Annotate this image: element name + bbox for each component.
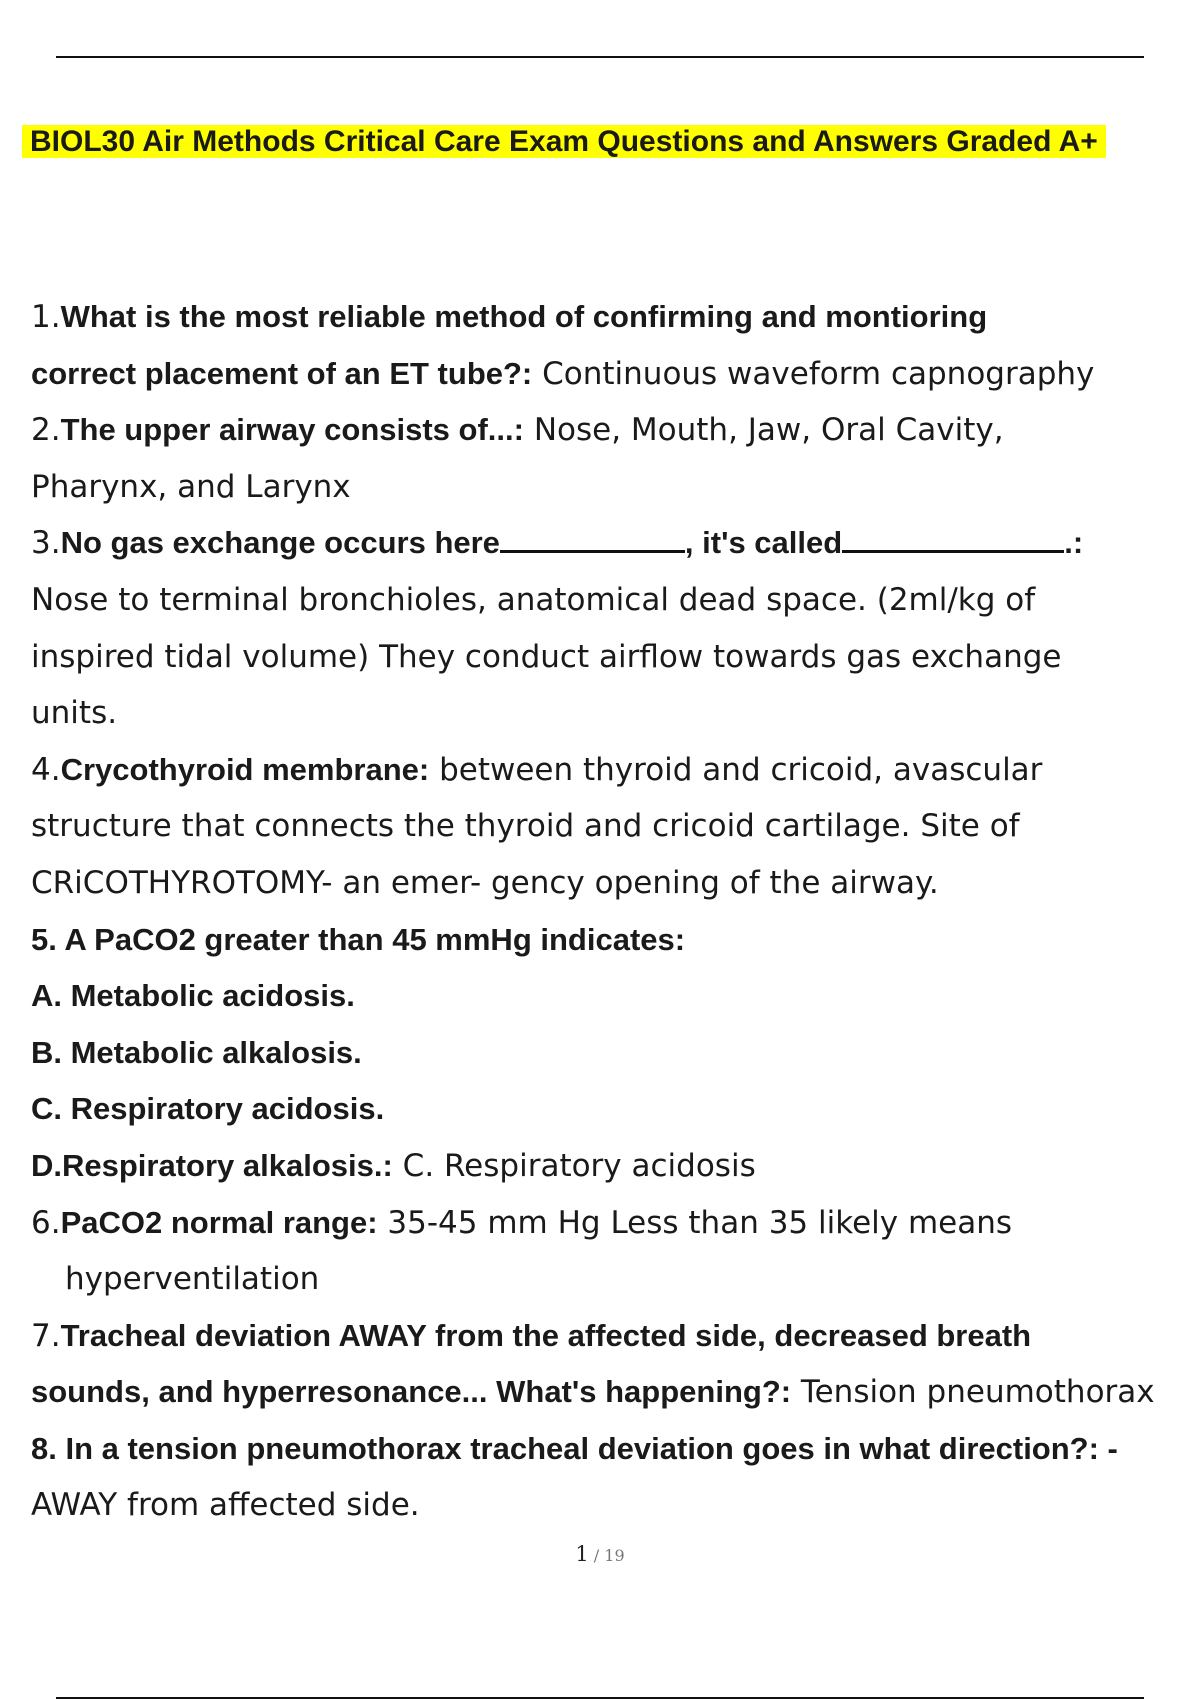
fill-in-blank — [842, 524, 1064, 553]
answer-2: Nose, Mouth, Jaw, Oral Cavity, — [523, 412, 1004, 449]
answer-3: Nose to terminal bronchioles, anatomical dead space. (2ml/kg of — [31, 581, 1036, 618]
top-rule — [56, 56, 1144, 58]
question-7: 7.Tracheal deviation AWAY from the affected side, decreased breath — [31, 1317, 1032, 1354]
question-3: 3.No gas exchange occurs here , it's called .: — [31, 525, 1084, 562]
question-8: 8. In a tension pneumothorax tracheal deviation goes in what direction?: - — [31, 1430, 1118, 1466]
question-1: 1.What is the most reliable method of confirming and montioring — [31, 299, 988, 335]
option-d: D.Respiratory alkalosis.: C. Respiratory acidosis — [31, 1147, 756, 1184]
question-4: 4.Crycothyroid membrane: between thyroid and cricoid, avascular — [31, 751, 1043, 788]
question-2: 2.The upper airway consists of...: Nose, Mouth, Jaw, Oral Cavity, — [31, 412, 1004, 449]
page-number: 1 / 19 — [575, 1542, 625, 1566]
answer-4: between thyroid and cricoid, avascular — [429, 751, 1043, 788]
answer-6: 35-45 mm Hg Less than 35 likely means — [377, 1204, 1013, 1241]
question-5: 5. A PaCO2 greater than 45 mmHg indicates: — [31, 921, 686, 957]
document-title: BIOL30 Air Methods Critical Care Exam Questions and Answers Graded A+ — [22, 122, 1106, 162]
option-c: C. Respiratory acidosis. — [31, 1091, 385, 1127]
answer-5: C. Respiratory acidosis — [392, 1147, 756, 1184]
answer-8: AWAY from affected side. — [31, 1487, 420, 1524]
option-b: B. Metabolic alkalosis. — [31, 1034, 362, 1070]
fill-in-blank — [500, 524, 685, 553]
document-body: 1.What is the most reliable method of confirming and montioring correct placement of an ET tube?: Continuous waveform capnography 2.The upper airway consists of...: Nose, Mouth, Jaw, Oral Cavity, Pharynx, and Larynx 3.No gas exchange occurs here , it's called .: Nose to terminal bronchioles, anatomical dead space. (2ml/kg of inspired tidal volume) They conduct airflow towards gas exchange units. 4.Crycothyroid membrane: between thyroid and cricoid, avascular structure that connects the thyroid and cricoid cartilage. Site of CRiCOTHYROTOMY- an emer- gency opening of the airway. 5. A PaCO2 greater than 45 mmHg indicates: A. Metabolic acidosis. B. Metabolic alkalosis. C. Respiratory acidosis. D.Respiratory alkalosis.: C. Respiratory acidosis 6.PaCO2 normal range: 35-45 mm Hg Less than 35 likely means hyperventilation 7.Tracheal deviation AWAY from the affected side, decreased breath sounds, and hyperresonance... What's happening?: Tension pneumothorax 8. In a tension pneumothorax tracheal deviation goes in what direction?: - AWAY from affected side. — [31, 289, 1171, 1534]
answer-7: Tension pneumothorax — [791, 1374, 1155, 1411]
bottom-rule — [56, 1697, 1144, 1699]
answer-1: Continuous waveform capnography — [532, 355, 1095, 392]
question-6: 6.PaCO2 normal range: 35-45 mm Hg Less than 35 likely means — [31, 1204, 1013, 1241]
option-a: A. Metabolic acidosis. — [31, 978, 355, 1014]
